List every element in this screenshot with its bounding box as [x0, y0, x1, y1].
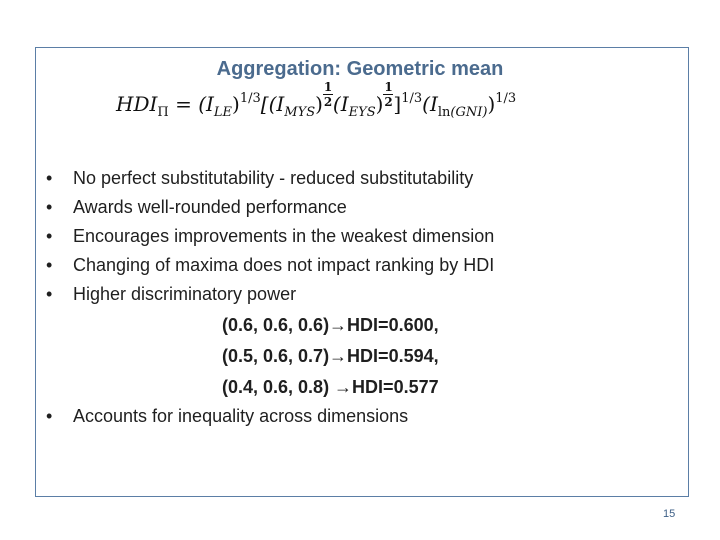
- formula-term-eys-sub: EYS: [348, 105, 376, 120]
- formula-exp-1: 1/3: [239, 91, 261, 106]
- bullet-list: [46, 164, 646, 309]
- bullet-item: • Higher discriminatory power: [46, 280, 646, 309]
- formula-lhs: HDI: [116, 92, 158, 116]
- formula-term-le-sub: LE: [213, 105, 233, 120]
- formula-term-mys: [(I: [260, 92, 285, 116]
- formula-term-le-close: ): [232, 92, 240, 116]
- hdi-formula: [116, 80, 616, 132]
- bullet-item: • Awards well-rounded performance: [46, 193, 646, 222]
- bullet-item: • Changing of maxima does not impact ranking by HDI: [46, 251, 646, 280]
- formula-lhs-sub: Π: [157, 105, 169, 120]
- formula-term-eys-close: ): [375, 92, 384, 116]
- bullet-item: • Encourages improvements in the weakest dimension: [46, 222, 646, 251]
- formula-half-2: $\frac{1}{2}$: [384, 80, 393, 109]
- example-line: (0.4, 0.6, 0.8) →HDI=0.577: [222, 377, 439, 397]
- formula-equals: =: [168, 92, 199, 116]
- examples-block: [222, 310, 439, 403]
- formula-term-mys-close: ): [315, 92, 323, 116]
- formula-term-gni: (I: [422, 92, 438, 116]
- example-line: (0.6, 0.6, 0.6)→HDI=0.600,: [222, 315, 439, 335]
- formula-term-le: (I: [198, 92, 214, 116]
- formula-term-gni-sub-ln: ln: [437, 105, 451, 120]
- example-line: (0.5, 0.6, 0.7)→HDI=0.594,: [222, 346, 439, 366]
- slide-title: Aggregation: Geometric mean: [216, 58, 504, 80]
- bullet-item-inequality: • Accounts for inequality across dimensions: [46, 402, 408, 431]
- formula-term-mys-sub: MYS: [284, 105, 316, 120]
- formula-bracket-close: ]: [393, 92, 402, 116]
- page-number: 15: [663, 508, 676, 520]
- bullet-item: • No perfect substitutability - reduced substitutability: [46, 164, 646, 193]
- formula-half-1: $\frac{1}{2}$: [323, 80, 333, 109]
- formula-term-gni-sub: (GNI): [450, 105, 488, 120]
- formula-exp-2: 1/3: [401, 91, 423, 106]
- formula-term-eys: (I: [332, 92, 349, 116]
- formula-exp-3: 1/3: [495, 91, 517, 106]
- formula-term-gni-close: ): [487, 92, 496, 116]
